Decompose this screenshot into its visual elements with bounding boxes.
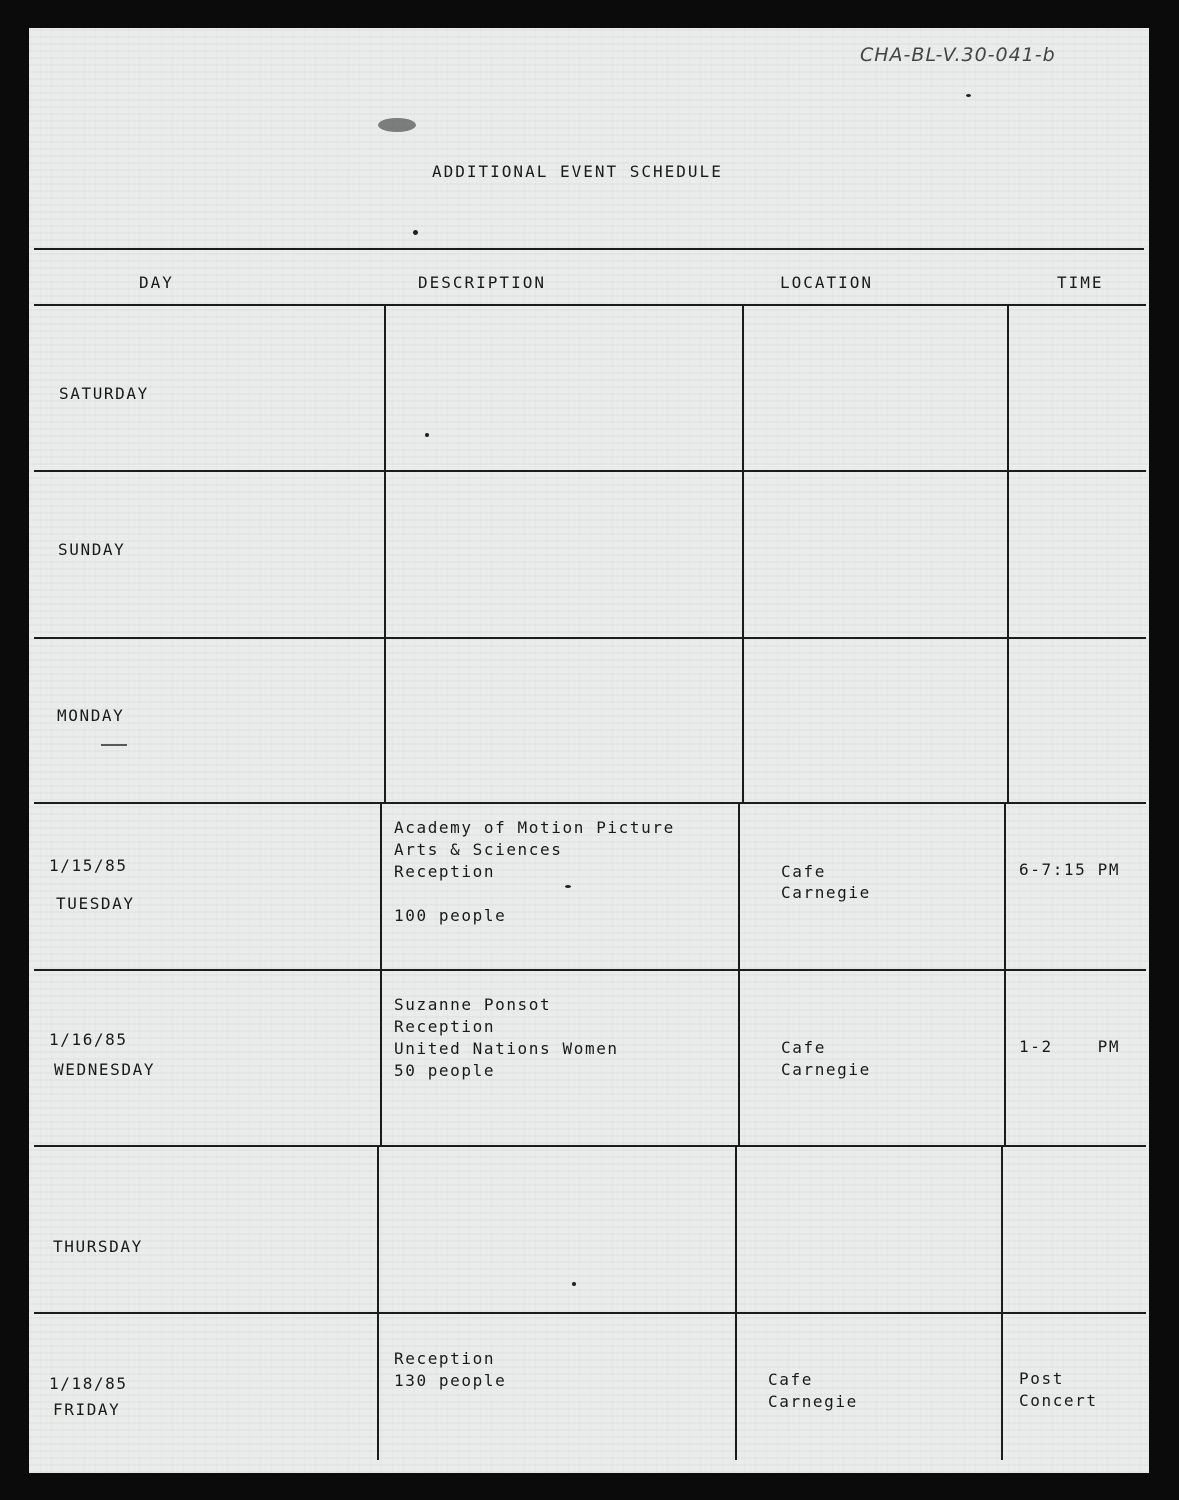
- day-label: THURSDAY: [53, 1237, 143, 1256]
- ink-speck: [565, 885, 571, 888]
- column-header-day: DAY: [139, 273, 174, 292]
- description-line: Reception: [394, 862, 496, 881]
- page-title: ADDITIONAL EVENT SCHEDULE: [432, 162, 723, 181]
- location-line: Carnegie: [781, 1060, 871, 1079]
- time-value: 1-2 PM: [1019, 1037, 1121, 1056]
- description-line: Academy of Motion Picture: [394, 818, 675, 837]
- description-line: United Nations Women: [394, 1039, 619, 1058]
- location-line: Cafe: [781, 1038, 826, 1057]
- ink-speck: [572, 1282, 576, 1286]
- row-divider: [34, 470, 1146, 472]
- description-line: Suzanne Ponsot: [394, 995, 552, 1014]
- row-divider: [34, 637, 1146, 639]
- time-value: Concert: [1019, 1391, 1098, 1410]
- column-divider: [1007, 304, 1009, 804]
- ink-speck: [413, 230, 418, 235]
- ink-speck: [966, 94, 971, 97]
- column-divider: [1004, 802, 1006, 1147]
- document-page: [29, 28, 1149, 1473]
- column-header-time: TIME: [1057, 273, 1104, 292]
- column-divider: [380, 802, 382, 1147]
- column-divider: [384, 304, 386, 804]
- time-value: 6-7:15 PM: [1019, 860, 1121, 879]
- day-label: WEDNESDAY: [54, 1060, 156, 1079]
- column-divider: [1001, 1145, 1003, 1460]
- header-bottom-rule: [34, 304, 1146, 306]
- date-label: 1/16/85: [49, 1030, 128, 1049]
- row-divider: [34, 802, 1146, 804]
- row-divider: [34, 969, 1146, 971]
- column-divider: [742, 304, 744, 804]
- stray-mark: [101, 744, 127, 746]
- date-label: 1/18/85: [49, 1374, 128, 1393]
- table-top-rule: [34, 248, 1144, 250]
- day-label: FRIDAY: [53, 1400, 121, 1419]
- column-divider: [377, 1145, 379, 1460]
- time-value: Post: [1019, 1369, 1064, 1388]
- location-line: Cafe: [768, 1370, 813, 1389]
- description-line: Reception: [394, 1017, 496, 1036]
- day-label: MONDAY: [57, 706, 125, 725]
- day-label: SATURDAY: [59, 384, 149, 403]
- ink-speck: [425, 433, 429, 437]
- column-header-description: DESCRIPTION: [418, 273, 546, 292]
- location-line: Carnegie: [781, 883, 871, 902]
- location-line: Carnegie: [768, 1392, 858, 1411]
- description-line: 100 people: [394, 906, 507, 925]
- row-divider: [34, 1145, 1146, 1147]
- ink-smudge: [378, 118, 416, 132]
- column-divider: [738, 802, 740, 1147]
- location-line: Cafe: [781, 862, 826, 881]
- description-line: 50 people: [394, 1061, 496, 1080]
- description-line: Arts & Sciences: [394, 840, 563, 859]
- column-header-location: LOCATION: [780, 273, 874, 292]
- reference-code: CHA-BL-V.30-041-b: [860, 44, 1056, 66]
- day-label: SUNDAY: [58, 540, 126, 559]
- description-line: 130 people: [394, 1371, 507, 1390]
- day-label: TUESDAY: [56, 894, 135, 913]
- row-divider: [34, 1312, 1146, 1314]
- date-label: 1/15/85: [49, 856, 128, 875]
- column-divider: [735, 1145, 737, 1460]
- description-line: Reception: [394, 1349, 496, 1368]
